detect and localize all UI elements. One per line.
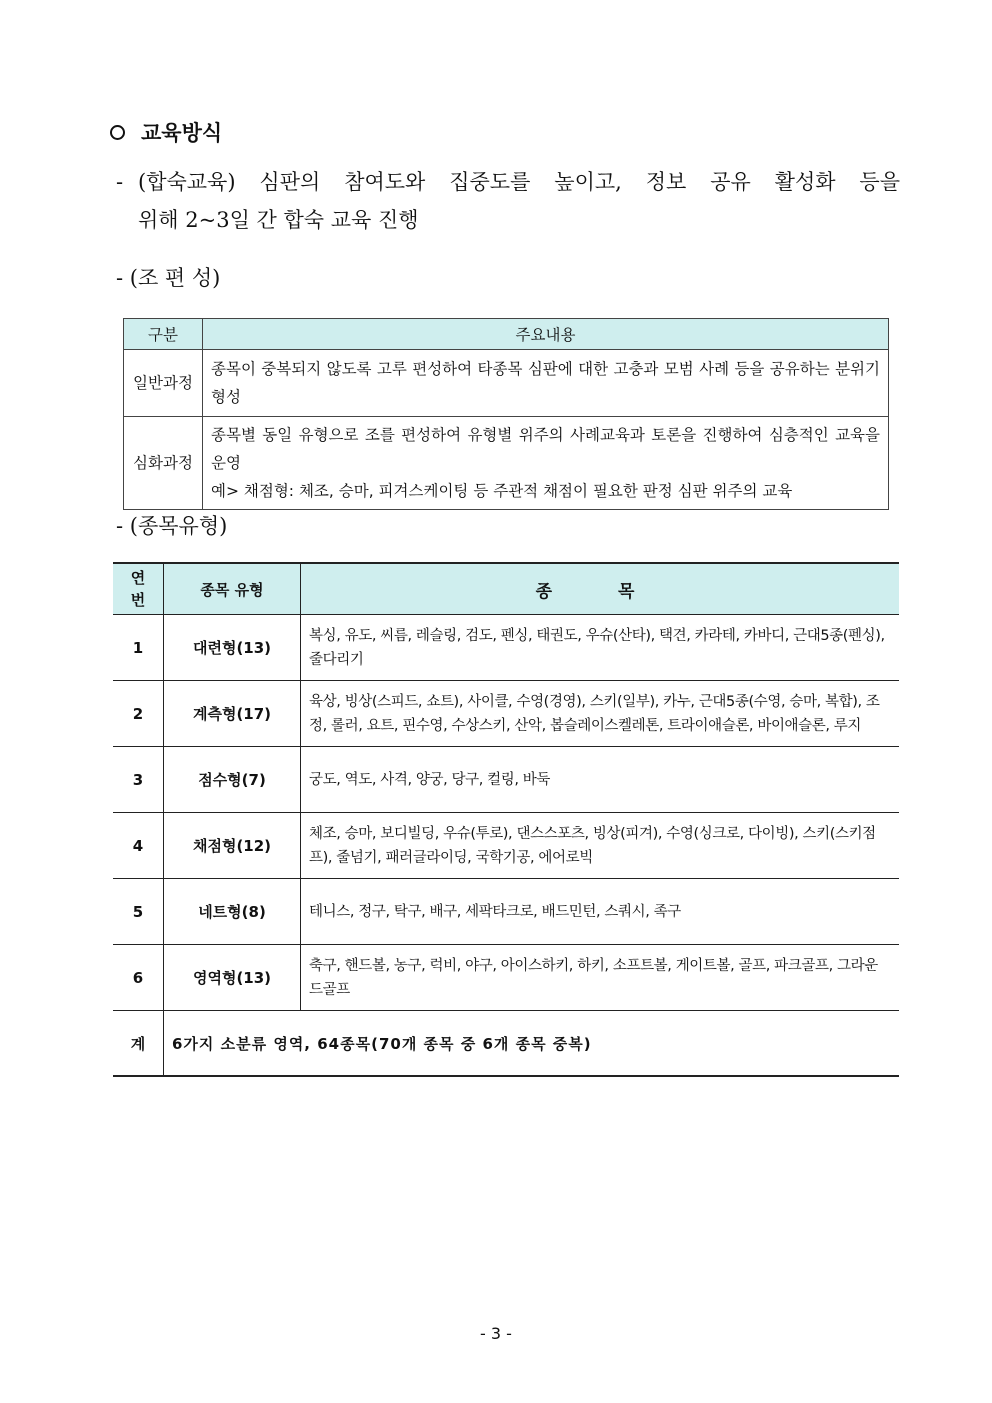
table-row [113,945,899,1011]
group-content-cell [203,417,889,510]
header-items: 종 목 [301,563,900,615]
row-type: 영역형(13) [164,945,301,1011]
row-items: 복싱, 유도, 씨름, 레슬링, 검도, 펜싱, 태권도, 우슈(산타), 택견, 카라테, 카바디, 근대5종(펜싱), 줄다리기 [301,615,900,681]
paragraph-line-1: (합숙교육) 심판의 참여도와 집중도를 높이고, 정보 공유 활성화 등을 [138,170,900,194]
paragraph-training [116,163,900,239]
group-category: 일반과정 [124,350,203,417]
table-row [113,747,899,813]
row-items: 육상, 빙상(스피드, 쇼트), 사이클, 수영(경영), 스키(일부), 카누, 근대5종(수영, 승마, 복합), 조정, 롤러, 요트, 핀수영, 수상스키, 산악, 봅슬레이스켈레톤, 트라이애슬론, 바이애슬론, 루지 [301,681,900,747]
header-serial-line-1: 연 [130,569,146,587]
row-items: 축구, 핸드볼, 농구, 럭비, 야구, 아이스하키, 하키, 소프트볼, 게이트볼, 골프, 파크골프, 그라운드골프 [301,945,900,1011]
row-number: 4 [113,813,164,879]
group-table [123,318,889,510]
table-row [113,681,899,747]
section-title: 교육방식 [141,120,223,145]
header-type: 종목 유형 [164,563,301,615]
row-number: 2 [113,681,164,747]
group-content: 종목별 동일 유형으로 조를 편성하여 유형별 위주의 사례교육과 토론을 진행하여 심층적인 교육을 운영 [211,426,880,472]
group-header-content: 주요내용 [203,319,889,350]
row-number: 6 [113,945,164,1011]
row-type: 네트형(8) [164,879,301,945]
total-label: 계 [113,1011,164,1077]
table-row [113,813,899,879]
row-type: 계측형(17) [164,681,301,747]
table-row [113,879,899,945]
sport-type-table [113,562,899,1077]
header-serial [113,563,164,615]
group-content: 종목이 중복되지 않도록 고루 편성하여 타종목 심판에 대한 고충과 모범 사례 등을 공유하는 분위기 형성 [203,350,889,417]
type-label: - (종목유형) [116,514,228,538]
row-type: 점수형(7) [164,747,301,813]
row-items: 테니스, 정구, 탁구, 배구, 세팍타크로, 배드민턴, 스쿼시, 족구 [301,879,900,945]
row-type: 채점형(12) [164,813,301,879]
row-number: 5 [113,879,164,945]
paragraph-dash: - [116,170,124,194]
row-items: 궁도, 역도, 사격, 양궁, 당구, 컬링, 바둑 [301,747,900,813]
group-category: 심화과정 [124,417,203,510]
row-number: 1 [113,615,164,681]
total-text: 6가지 소분류 영역, 64종목(70개 종목 중 6개 종목 중복) [164,1011,900,1077]
paragraph-line-2: 위해 2~3일 간 합숙 교육 진행 [138,208,419,232]
group-note: 예> 채점형: 체조, 승마, 피겨스케이팅 등 주관적 채점이 필요한 판정 심판 위주의 교육 [211,482,793,500]
group-header-category: 구분 [124,319,203,350]
group-label: - (조 편 성) [116,266,221,290]
table-row [113,615,899,681]
row-items: 체조, 승마, 보디빌딩, 우슈(투로), 댄스스포츠, 빙상(피겨), 수영(싱크로, 다이빙), 스키(스키점프), 줄넘기, 패러글라이딩, 국학기공, 에어로빅 [301,813,900,879]
page-number: - 3 - [480,1324,512,1343]
row-type: 대련형(13) [164,615,301,681]
circle-bullet-icon [110,125,125,140]
row-number: 3 [113,747,164,813]
header-serial-line-2: 번 [130,591,146,609]
section-heading [110,117,222,147]
total-row [113,1011,899,1077]
table-row [124,350,889,417]
table-row [124,417,889,510]
